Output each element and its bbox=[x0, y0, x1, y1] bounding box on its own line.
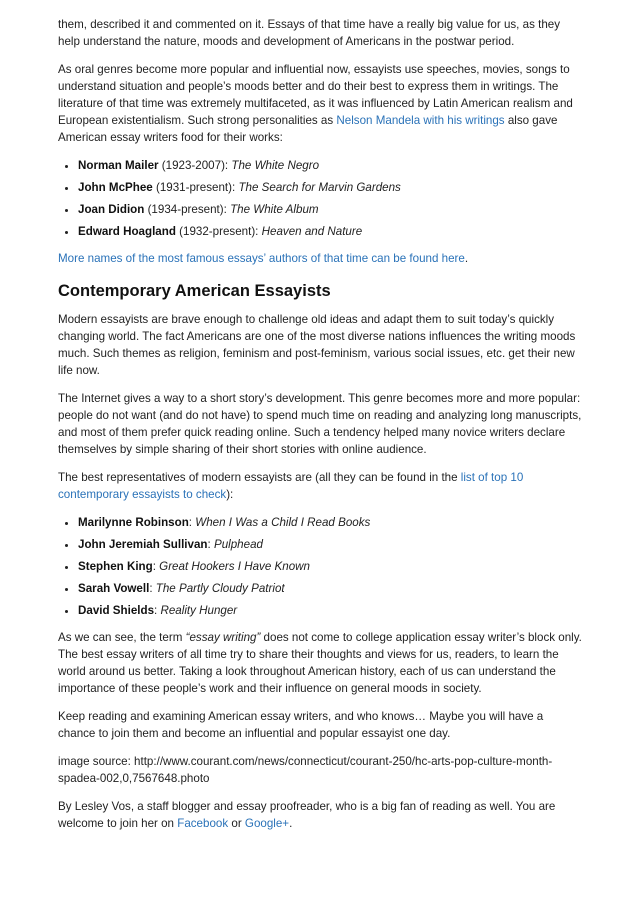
writer-work: The Search for Marvin Gardens bbox=[238, 181, 401, 194]
list-item bbox=[78, 157, 582, 174]
writer-separator: : bbox=[152, 560, 160, 573]
writer-work: The White Negro bbox=[231, 159, 320, 172]
closing-paragraph-1-text-a: As we can see, the term bbox=[58, 631, 186, 644]
closing-paragraph-2: Keep reading and examining American essay writers, and who knows… Maybe you will have a chance to join them and become an influential and popular essayist one day. bbox=[58, 710, 544, 740]
essay-writing-term: “essay writing” bbox=[185, 631, 261, 644]
image-source: image source: http://www.courant.com/news/connecticut/courant-250/hc-arts-pop-culture-month-spadea-002,0,7567648.photo bbox=[58, 755, 553, 785]
modern-writers-list bbox=[58, 514, 582, 619]
list-item bbox=[78, 201, 582, 218]
writer-separator: : bbox=[188, 516, 196, 529]
list-item bbox=[78, 223, 582, 240]
byline-end: . bbox=[289, 817, 293, 830]
writer-name: John McPhee bbox=[78, 181, 153, 194]
writer-name: Stephen King bbox=[78, 560, 153, 573]
facebook-link[interactable]: Facebook bbox=[177, 817, 229, 830]
top-10-essayists-link[interactable]: list of top 10 contemporary essayists to check bbox=[58, 471, 524, 501]
writer-name: Marilynne Robinson bbox=[78, 516, 189, 529]
writer-years: (1923-2007): bbox=[158, 159, 232, 172]
author-byline bbox=[58, 798, 582, 832]
list-item bbox=[78, 514, 582, 531]
writer-work: Pulphead bbox=[213, 538, 263, 551]
list-item bbox=[78, 536, 582, 553]
writer-name: Norman Mailer bbox=[78, 159, 159, 172]
writer-work: Great Hookers I Have Known bbox=[159, 560, 310, 573]
intro-paragraph-1: them, described it and commented on it. Essays of that time have a really big value for us, as they help understand the nature, moods and development of Americans in the postwar period. bbox=[58, 18, 561, 48]
list-item bbox=[78, 558, 582, 575]
section-paragraph-3-text-a: The best representatives of modern essayists are (all they can be found in the bbox=[58, 471, 461, 484]
list-item bbox=[78, 580, 582, 597]
section-paragraph-1: Modern essayists are brave enough to challenge old ideas and adapt them to suit today’s quickly changing world. The fact Americans are one of the most diverse nations influences the writing moods much. Such themes as religion, feminism and post-feminism, various social issues, etc. get their new life now. bbox=[58, 313, 576, 377]
list-item bbox=[78, 179, 582, 196]
section-paragraph-2: The Internet gives a way to a short story’s development. This genre becomes more and more popular: people do not want (and do not have) to spend much time on reading and analyzing long manuscripts, and most of them prefer quick reading online. Such a tendency helped many novice writers declare themselves by simple sharing of their short stories with online audience. bbox=[58, 392, 582, 456]
writer-years: (1934-present): bbox=[144, 203, 231, 216]
writer-name: Sarah Vowell bbox=[78, 582, 150, 595]
writer-work: The White Album bbox=[230, 203, 319, 216]
section-heading: Contemporary American Essayists bbox=[58, 282, 331, 300]
more-names-tail: . bbox=[464, 252, 469, 265]
list-item bbox=[78, 602, 582, 619]
writer-separator: : bbox=[149, 582, 156, 595]
writer-name: John Jeremiah Sullivan bbox=[78, 538, 208, 551]
writer-separator: : bbox=[154, 604, 161, 617]
writer-work: The Partly Cloudy Patriot bbox=[155, 582, 285, 595]
byline-or: or bbox=[228, 817, 245, 830]
byline-text: By Lesley Vos, a staff blogger and essay proofreader, who is a big fan of reading as well. You are welcome to join her on bbox=[58, 800, 556, 830]
writer-work: When I Was a Child I Read Books bbox=[195, 516, 371, 529]
writer-name: David Shields bbox=[78, 604, 155, 617]
intro-paragraph-2 bbox=[58, 61, 582, 146]
writer-years: (1931-present): bbox=[152, 181, 239, 194]
writer-work: Heaven and Nature bbox=[261, 225, 363, 238]
section-paragraph-3-text-b: ): bbox=[226, 488, 234, 501]
intro-paragraph-2-text-b: also gave American essay writers food for their works: bbox=[58, 114, 558, 144]
writer-years: (1932-present): bbox=[175, 225, 262, 238]
writer-name: Edward Hoagland bbox=[78, 225, 176, 238]
closing-paragraph-1 bbox=[58, 629, 582, 697]
more-names-link[interactable]: More names of the most famous essays’ authors of that time can be found here bbox=[58, 252, 465, 265]
writer-name: Joan Didion bbox=[78, 203, 145, 216]
more-names-paragraph bbox=[58, 250, 582, 267]
google-plus-link[interactable]: Google+ bbox=[244, 817, 290, 830]
closing-paragraph-1-text-b: does not come to college application essay writer’s block only. The best essay writers of all time try to share their thoughts and views for us, readers, to learn the world around us better. Taking a look throughout American history, each of us can understand the importance of these people’s work and their influence on general moods in society. bbox=[58, 631, 582, 695]
section-paragraph-3 bbox=[58, 469, 582, 503]
nelson-mandela-link[interactable]: Nelson Mandela with his writings bbox=[336, 114, 505, 127]
postwar-writers-list bbox=[58, 157, 582, 240]
writer-separator: : bbox=[207, 538, 214, 551]
intro-paragraph-2-text-a: As oral genres become more popular and influential now, essayists use speeches, movies, songs to understand situation and people’s moods better and do their best to express them in writings. The literature of that time was extremely multifaceted, as it was influenced by Latin American realism and European existentialism. Such strong personalities as bbox=[58, 63, 573, 127]
writer-work: Reality Hunger bbox=[160, 604, 238, 617]
